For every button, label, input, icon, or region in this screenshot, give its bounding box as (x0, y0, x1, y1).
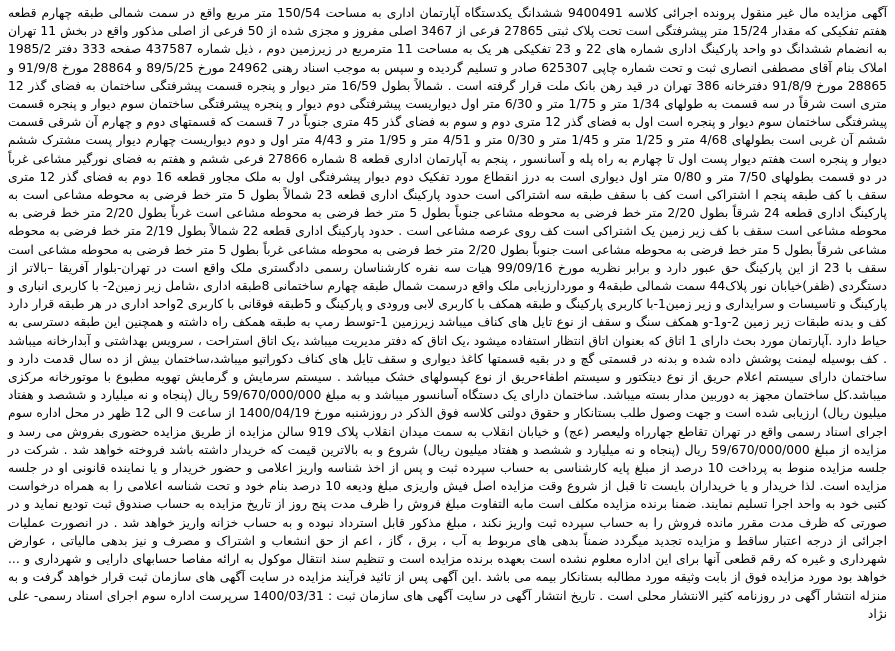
auction-notice-text: آگهی مزایده مال غیر منقول پرونده اجرائی کلاسه 9400491 ششدانگ یکدستگاه آپارتمان اداری به مساحت 150/54 متر مربع واقع در سمت شمالی طبقه چهارم قطعه هفتم تفکیکی که مقدار 15/24 متر پیشرفتگی است تحت پلاک ثبتی 27865 فرعی از 3467 اصلی مفروز و مجزی شده از 50 فرعی از اصلی مذکور واقع در بخش 11 تهران به انضمام ششدانگ دو واحد پارکینگ اداری شماره های 22 و 23 تفکیکی هر یک به مساحت 11 مترمربع در زیرزمین دوم ، ذیل شماره 437587 صفحه 333 دفتر 1985/2 املاک بنام آقای مصطفی انصاری ثبت و تحت شماره چاپی 625307 صادر و تسلیم گردیده و سپس به موجب اسناد رهنی 24962 مورخ 89/5/25 و 28864 مورخ 91/9/8 و 28865 مورخ 91/8/9 دفترخانه 386 تهران در قید رهن بانک ملت قرار گرفته است . شمالاً بطول 16/59 متر دیوار و پنجره قسمت پیشرفتگی ساختمان به فضای گذر 12 متری است شرقاً در سه قسمت به طولهای 1/34 متر و 1/75 متر و 6/30 متر اول دیواریست پیشرفتگی دوم دیوار و پنجره پیشرفتگی ساختمان سوم دیوار و پنجره قسمت پیشرفتگی ساختمان سوم دیوار و پنجره است اول به فضای گذر 12 متری دوم و سوم به فضای گذر 45 متری جنوباً در 7 قسمت که قسمتهای دوم و چهارم آن شرقی قسمت ششم آن غربی است بطولهای 4/68 متر و 1/25 متر و 1/45 متر و 0/30 متر و 4/51 متر و 1/95 متر و 4/43 متر اول و دوم دیواریست چهارم دیوار پست مشترک ششم دیوار و پنجره است هفتم دیوار پست اول تا چهارم به راه پله و آسانسور ، پنجم به آپارتمان اداری قطعه 8 شماره 27866 فرعی ششم و هفتم به فضای نورگیر مشاعی غرباً در دو قسمت بطولهای 7/50 متر و 0/80 متر اول دیواری است به درز انقطاع مورد تفکیک دوم دیوار پیشرفتگی اول به ملک مجاور قطعه 16 دوم به فضای گذر 12 متری سقف با کف طبقه پنجم ا اشتراکی است کف با سقف طبقه سه اشتراکی است حدود پارکینگ اداری قطعه 23 شمالاً بطول 5 متر خط فرضی به محوطه مشاعی است به پارکینگ اداری قطعه 24 شرقاً بطول 2/20 متر خط فرضی به محوطه مشاعی جنوباً بطول 5 متر خط فرضی به محوطه مشاعی است غرباً بطول 2/20 متر خط فرضی به محوطه مشاعی است سقف با کف زیر زمین یک اشتراکی است کف روی عرصه مشاعی است . حدود پارکینگ اداری قطعه 22 شمالاً بطول 2/19 متر خط فرضی به محوطه مشاعی شرقاً بطول 5 متر خط فرضی به محوطه مشاعی است جنوباً بطول 2/20 متر خط فرضی به محوطه مشاعی غرباً بطول 5 متر خط فرضی به محوطه مشاعی است سقف با 23 از این پارکینگ حق عبور دارد و برابر نظریه مورخ 99/09/16 هیات سه نفره کارشناسان رسمی دادگستری ملک واقع است در تهران-بلوار آفریقا –بالاتر از دستگردی (ظفر)خیابان نور پلاک44 سمت شمالی طبقه4 و موردارزیابی ملک واقع درسمت شمال طبقه چهارم ساختمانی 8طبقه اداری ،شامل زیر زمین2- با کاربری انباری و پارکینگ و تاسیسات و سرایداری و زیر زمین1-با کاربری پارکینگ و طبقه همکف با کاربری لابی ورودی و پارکینگ و 5طبقه فوقانی با کاربری 2واحد اداری در هر طبقه قرار دارد کف و بدنه طبقات زیر زمین 2-و1-و همکف سنگ و سقف از نوع تایل های کناف میباشد زیرزمین 1-توسط رمپ به طبقه همکف راه داشته و همچنین این طبقه دسترسی به حیاط دارد .آپارتمان مورد بحث دارای 1 اتاق که بعنوان اتاق انتظار استفاده میشود ،یک اتاق که دفتر مدیریت میباشد ،یک اتاق استراحت ، سرویس بهداشتی و آبدارخانه میباشد . کف بوسیله لیمنت پوشش داده شده و بدنه در قسمتی گچ و در بقیه قسمتها کاغذ دیواری و سقف تایل های کناف دکوراتیو میباشد،ساختمان بیش از ده سال قدمت دارد و ساختمان دارای سیستم اعلام حریق از نوع دیتکتور و سیستم اطفاءحریق از نوع کپسولهای خشک میباشد . سیستم سرمایش و گرمایش تهویه مطبوع با موتورخانه مرکزی میباشد.کل ساختمان مجهز به دوربین مدار بسته میباشد. ساختمان دارای یک دستگاه آسانسور میباشد و به مبلغ 59/670/000/000 ریال (پنجاه و نه میلیارد و ششصد و هفتاد میلیون ریال) ارزیابی شده است و جهت وصول طلب بستانکار و حقوق دولتی کلاسه فوق الذکر در روزشنبه مورخ 1400/04/19 از ساعت 9 الی 12 ظهر در محل اداره سوم اجرای اسناد رسمی واقع در تهران تقاطع جهارراه ولیعصر (عج) و خیابان انقلاب به سمت میدان انقلاب پلاک 919 سالن مزایده از طریق مزایده حضوری بفروش می رسد و مزایده از مبلغ 59/670/000/000 ریال (پنجاه و نه میلیارد و ششصد و هفتاد میلیون ریال) شروع و به بالاترین قیمت که خریدار داشته باشد فروخته خواهد شد . شرکت در جلسه مزایده منوط به پرداخت 10 درصد از مبلغ پایه کارشناسی به حساب سپرده ثبت و پس از اخذ شناسه واریز اعلامی و حضور خریدار و یا نماینده قانونی او در جلسه مزایده است. لذا خریدار و یا خریداران بایست تا قبل از شروع وقت مزایده اصل فیش واریزی مبلغ ودیعه 10 درصد بنام خود و تحت شناسه اعلامی را به همراه درخواست کتبی خود به واحد اجرا تسلیم نمایند. ضمنا برنده مزایده مکلف است مابه التفاوت مبلغ فروش را ظرف مدت پنج روز از تاریخ مزایده به حساب صندوق ثبت تودیع نماید و در صورتی که ظرف مدت مقرر مانده فروش را به حساب سپرده ثبت واریز نکند ، مبلغ مذکور قابل استرداد نبوده و به حساب خزانه واریز خواهد شد . در انصورت عملیات اجرائی از درجه اعتبار ساقط و مزایده تجدید میگردد ضمناً بدهی های مربوط به آب ، برق ، گاز ، اعم از حق انشعاب و اشتراک و مصرف و نیز بدهی مالیاتی ، عوارض شهرداری و غیره که رقم قطعی آنها برای این اداره معلوم نشده است بعهده برنده مزایده است و تنظیم سند انتقال موکول به ارائه مفاصا حسابهای دارایی و شهرداری و ... خواهد بود مورد مزایده فوق از بابت وثیقه مورد مطالبه بستانکار بیمه می باشد .این آگهی پس از تائید فرآیند مزایده در سایت آگهی های سازمان ثبت قرار خواهد گرفت و به منزله انتشار آگهی در روزنامه کثیر الانتشار محلی است . تاریخ انتشار آگهی در سایت آگهی های سازمان ثبت : 1400/03/31 سرپرست اداره سوم اجرای اسناد رسمی- علی نژاد (8, 6, 888, 621)
